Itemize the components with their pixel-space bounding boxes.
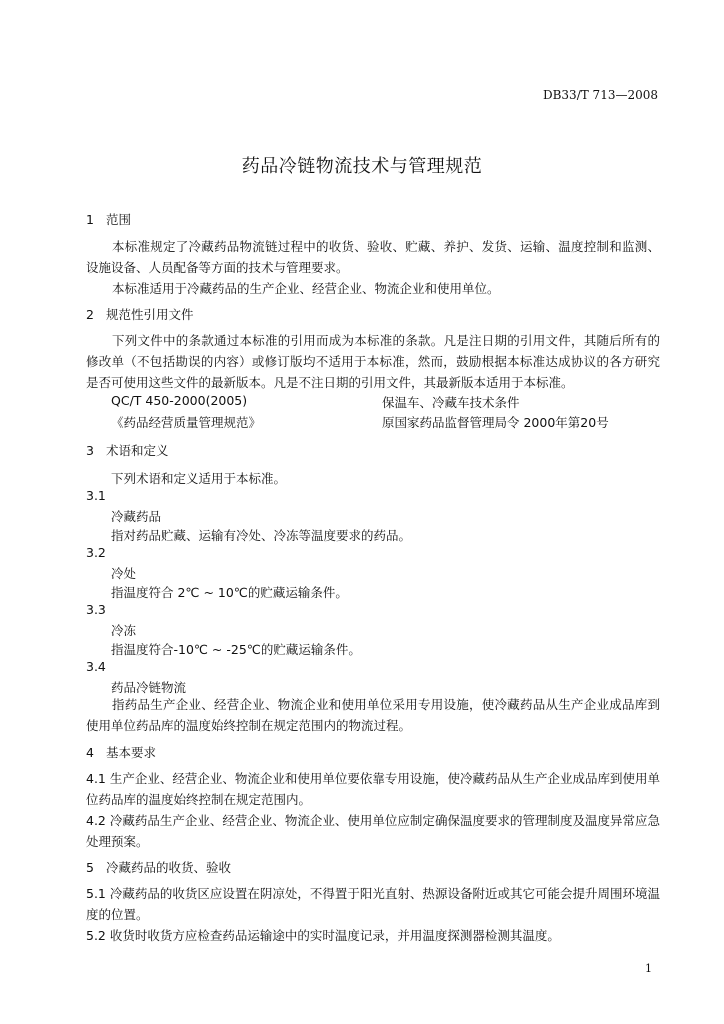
- section-number: 4: [86, 745, 94, 760]
- section-number: 3: [86, 443, 94, 458]
- reference-code: QC/T 450-2000(2005): [111, 393, 248, 408]
- term-definition: 指温度符合-10℃ ~ -25℃的贮藏运输条件。: [111, 642, 361, 657]
- clause: 5.1 冷藏药品的收货区应设置在阴凉处，不得置于阳光直射、热源设备附近或其它可能会提升周围环境温度的位置。: [86, 886, 660, 922]
- document-title: 药品冷链物流技术与管理规范: [241, 156, 483, 177]
- section-title: 规范性引用文件: [106, 307, 194, 322]
- page-number: 1: [645, 962, 652, 975]
- standard-code-header: DB33/T 713—2008: [542, 88, 658, 102]
- reference-name: 原国家药品监督管理局令 2000年第20号: [382, 415, 609, 430]
- reference-name: 保温车、冷藏车技术条件: [382, 395, 520, 410]
- paragraph: 下列文件中的条款通过本标准的引用而成为本标准的条款。凡是注日期的引用文件，其随后所有的修改单（不包括勘误的内容）或修订版均不适用于本标准，然而，鼓励根据本标准达成协议的各方研究是否可使用这些文件的最新版本。凡是不注日期的引用文件，其最新版本适用于本标准。: [86, 333, 660, 390]
- section-5-body: [86, 883, 660, 946]
- section-2-body: [86, 330, 660, 393]
- term-name: 冷处: [111, 566, 137, 581]
- term-name: 药品冷链物流: [111, 680, 187, 695]
- section-number: 2: [86, 307, 94, 322]
- clause: 5.2 收货时收货方应检查药品运输途中的实时温度记录，并用温度探测器检测其温度。: [86, 928, 560, 943]
- section-1-heading: [86, 210, 131, 228]
- section-1-body: [86, 236, 660, 299]
- section-title: 术语和定义: [106, 443, 169, 458]
- paragraph: 本标准规定了冷藏药品物流链过程中的收货、验收、贮藏、养护、发货、运输、温度控制和监测、设施设备、人员配备等方面的技术与管理要求。: [86, 239, 660, 275]
- section-3-heading: [86, 441, 169, 459]
- term-name: 冷藏药品: [111, 509, 162, 524]
- section-number: 1: [86, 212, 94, 227]
- term-name: 冷冻: [111, 623, 137, 638]
- term-number: 3.3: [86, 602, 106, 617]
- term-definition: 指药品生产企业、经营企业、物流企业和使用单位采用专用设施，使冷藏药品从生产企业成品库到使用单位药品库的温度始终控制在规定范围内的物流过程。: [86, 697, 660, 733]
- term-definition-block: [86, 694, 660, 736]
- section-2-heading: [86, 305, 194, 323]
- section-title: 范围: [106, 212, 132, 227]
- section-4-heading: [86, 743, 156, 761]
- term-number: 3.4: [86, 659, 106, 674]
- section-5-heading: [86, 858, 231, 876]
- section-title: 基本要求: [106, 745, 157, 760]
- term-number: 3.1: [86, 488, 106, 503]
- clause: 4.2 冷藏药品生产企业、经营企业、物流企业、使用单位应制定确保温度要求的管理制度及温度异常应急处理预案。: [86, 813, 660, 849]
- term-definition: 指对药品贮藏、运输有冷处、冷冻等温度要求的药品。: [111, 528, 412, 543]
- paragraph: 本标准适用于冷藏药品的生产企业、经营企业、物流企业和使用单位。: [112, 281, 500, 296]
- section-number: 5: [86, 860, 94, 875]
- clause: 4.1 生产企业、经营企业、物流企业和使用单位要依靠专用设施，使冷藏药品从生产企业成品库到使用单位药品库的温度始终控制在规定范围内。: [86, 771, 660, 807]
- section-4-body: [86, 768, 660, 852]
- reference-code: 《药品经营质量管理规范》: [111, 415, 262, 430]
- section-title: 冷藏药品的收货、验收: [106, 860, 232, 875]
- term-definition: 指温度符合 2℃ ~ 10℃的贮藏运输条件。: [111, 585, 348, 600]
- section-3-intro: 下列术语和定义适用于本标准。: [111, 471, 287, 486]
- term-number: 3.2: [86, 545, 106, 560]
